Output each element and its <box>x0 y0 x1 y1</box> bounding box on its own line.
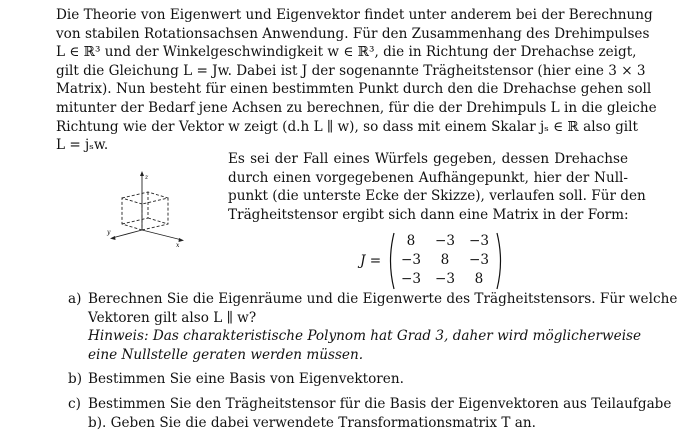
matrix-cell: −3 <box>400 252 422 268</box>
matrix-cell: −3 <box>468 233 490 249</box>
description-line: Trägheitstensor ergibt sich dann eine Matrix in der Form: <box>228 206 629 223</box>
task-a <box>56 290 678 364</box>
matrix-row <box>394 232 496 251</box>
cube-edges <box>122 192 168 230</box>
task-c <box>56 395 672 432</box>
intro-line: mitunter der Bedarf jene Achsen zu berechnen, für die der Drehimpuls L in die gleiche <box>56 99 657 116</box>
right-paren-icon <box>496 232 504 290</box>
intro-line: gilt die Gleichung L = Jw. Dabei ist J der sogenannte Trägheitstensor (hier eine 3 × 3 <box>56 62 646 79</box>
z-label: z <box>145 174 149 181</box>
description-line: durch einen vorgegebenen Aufhängepunkt, hier der Null- <box>228 169 628 186</box>
description-line: punkt (die unterste Ecke der Skizze), verlaufen soll. Für den <box>228 188 646 205</box>
matrix-cell: 8 <box>406 233 416 249</box>
task-hint: Hinweis: Das charakteristische Polynom hat Grad 3, daher wird möglicherweise <box>88 328 642 345</box>
y-axis <box>112 230 142 238</box>
inertia-matrix <box>360 232 500 290</box>
matrix-cell: −3 <box>434 271 456 287</box>
matrix-cells <box>394 232 496 289</box>
task-line: Bestimmen Sie den Trägheitstensor für die Basis der Eigenvektoren aus Teilaufgabe <box>88 395 672 412</box>
task-label: b) <box>68 371 83 388</box>
intro-paragraph <box>56 6 657 155</box>
y-label: y <box>107 229 111 236</box>
y-arrow-icon <box>110 236 116 240</box>
matrix-row <box>394 251 496 270</box>
intro-line: L ∈ ℝ³ und der Winkelgeschwindigkeit w ∈ ℝ³, die in Richtung der Drehachse zeigt, <box>56 44 637 61</box>
intro-line: Matrix). Nun besteht für einen bestimmten Punkt durch den die Drehachse gehen soll <box>56 81 652 98</box>
matrix-cell: 8 <box>440 252 450 268</box>
task-label: a) <box>68 291 82 307</box>
matrix-cell: 8 <box>474 271 484 287</box>
matrix-row <box>394 270 496 289</box>
z-arrow-icon <box>140 171 144 176</box>
matrix-cell: −3 <box>434 233 456 249</box>
intro-line: Richtung wie der Vektor w zeigt (d.h L ∥ w), so dass mit einem Skalar jₛ ∈ ℝ also gilt <box>56 118 638 135</box>
matrix-cell: −3 <box>400 271 422 287</box>
task-list <box>56 290 678 438</box>
x-axis <box>142 230 182 240</box>
intro-line: von stabilen Rotationsachsen Anwendung. Für den Zusammenhang des Drehimpulses <box>56 25 650 42</box>
task-line: Vektoren gilt also L ∥ w? <box>88 309 257 326</box>
task-line: Berechnen Sie die Eigenräume und die Eigenwerte des Trägheitstensors. Für welche <box>88 291 678 307</box>
x-label: x <box>176 242 180 249</box>
task-line: b). Geben Sie die dabei verwendete Transformationsmatrix T an. <box>88 414 536 431</box>
task-b <box>56 370 626 389</box>
matrix-cell: −3 <box>468 252 490 268</box>
task-hint: eine Nullstelle geraten werden müssen. <box>88 346 364 363</box>
cube-description <box>228 150 646 224</box>
intro-line: L = jₛw. <box>56 137 109 154</box>
cube-sketch <box>92 170 192 260</box>
task-line: Bestimmen Sie eine Basis von Eigenvektoren. <box>88 371 404 388</box>
description-line: Es sei der Fall eines Würfels gegeben, dessen Drehachse <box>228 151 628 167</box>
intro-line: Die Theorie von Eigenwert und Eigenvektor findet unter anderem bei der Berechnung <box>56 7 653 23</box>
matrix-lhs: J = <box>360 253 382 269</box>
task-label: c) <box>68 395 81 412</box>
